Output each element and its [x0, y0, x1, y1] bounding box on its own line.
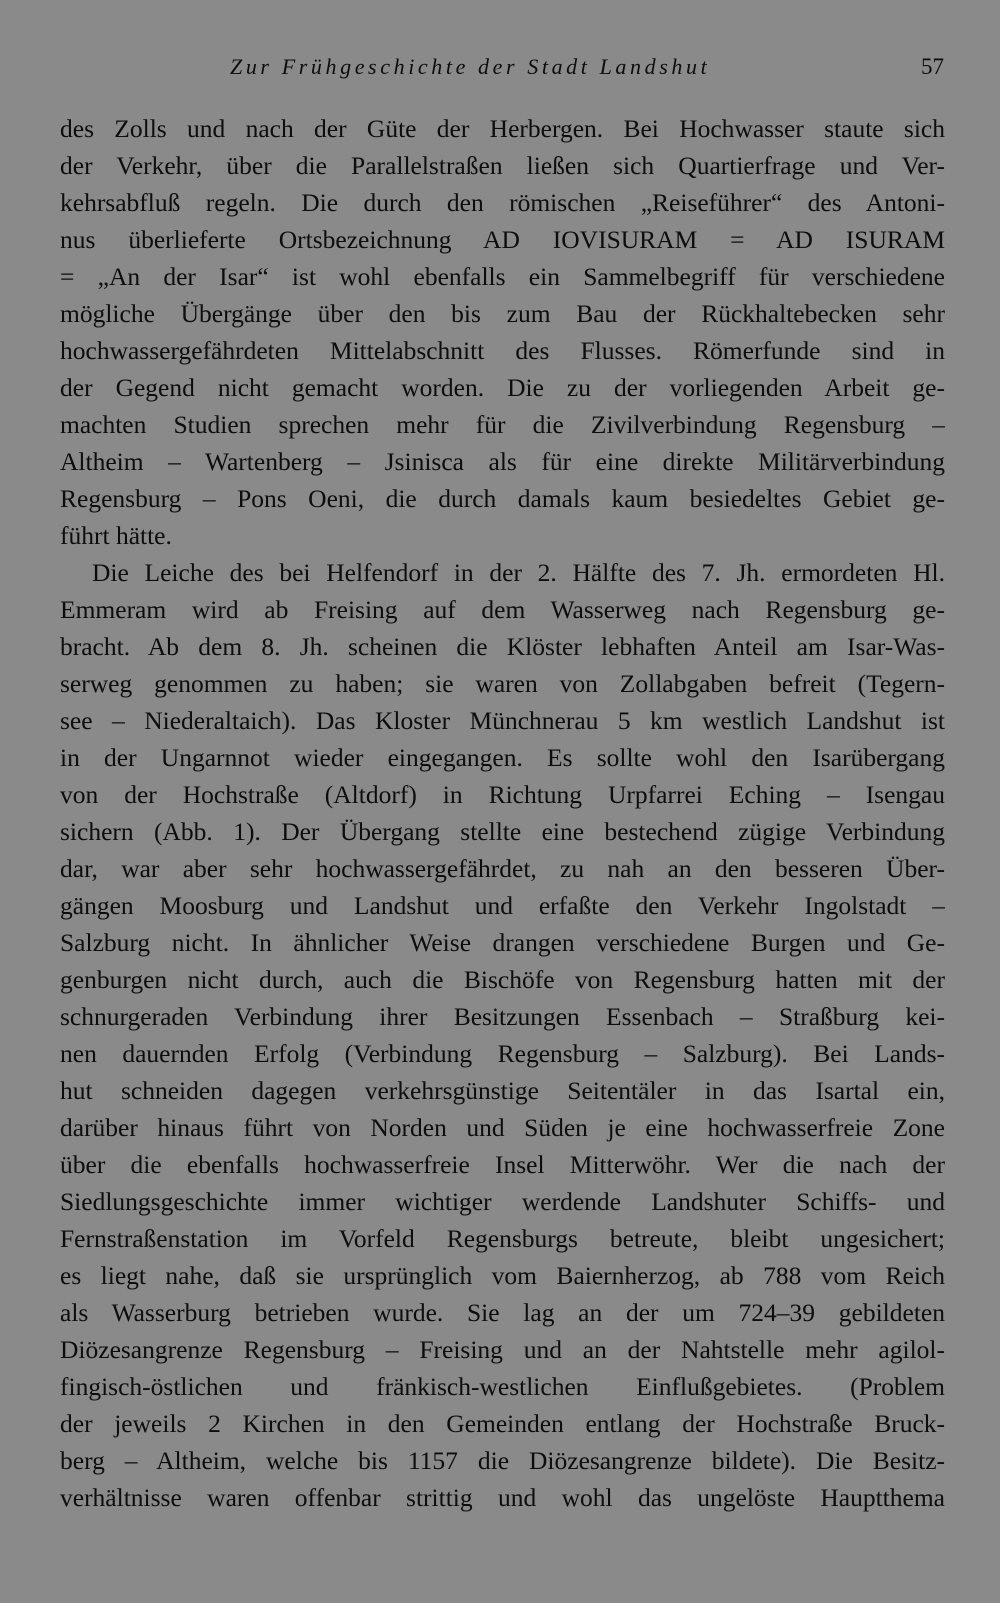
text-line: darüber hinaus führt von Norden und Süden je eine hochwasserfreie Zone: [60, 1113, 945, 1142]
body-text: [60, 110, 945, 1516]
text-line: Regensburg – Pons Oeni, die durch damals kaum besiedeltes Gebiet ge-: [60, 484, 945, 513]
running-title: Zur Frühgeschichte der Stadt Landshut: [230, 54, 711, 79]
running-header: [0, 54, 1000, 86]
text-line: = „An der Isar“ ist wohl ebenfalls ein Sammelbegriff für verschiedene: [60, 262, 945, 291]
text-line: berg – Altheim, welche bis 1157 die Diözesangrenze bildete). Die Besitz-: [60, 1446, 945, 1475]
text-line: nen dauernden Erfolg (Verbindung Regensburg – Salzburg). Bei Lands-: [60, 1039, 945, 1068]
text-line: mögliche Übergänge über den bis zum Bau der Rückhaltebecken sehr: [60, 299, 945, 328]
page-number: 57: [921, 54, 944, 79]
text-line: bracht. Ab dem 8. Jh. scheinen die Klöster lebhaften Anteil am Isar-Was-: [60, 632, 945, 661]
text-line: über die ebenfalls hochwasserfreie Insel Mitterwöhr. Wer die nach der: [60, 1150, 945, 1179]
text-line: fingisch-östlichen und fränkisch-westlichen Einflußgebietes. (Problem: [60, 1372, 945, 1401]
text-line: führt hätte.: [60, 521, 172, 550]
text-line: kehrsabfluß regeln. Die durch den römischen „Reiseführer“ des Antoni-: [60, 188, 945, 217]
text-line: Altheim – Wartenberg – Jsinisca als für eine direkte Militärverbindung: [60, 447, 945, 476]
text-line: gängen Moosburg und Landshut und erfaßte den Verkehr Ingolstadt –: [60, 891, 945, 920]
text-line: nus überlieferte Ortsbezeichnung AD IOVISURAM = AD ISURAM: [60, 225, 945, 254]
text-line: genburgen nicht durch, auch die Bischöfe von Regensburg hatten mit der: [60, 965, 945, 994]
text-line: serweg genommen zu haben; sie waren von Zollabgaben befreit (Tegern-: [60, 669, 945, 698]
text-line: machten Studien sprechen mehr für die Zivilverbindung Regensburg –: [60, 410, 945, 439]
text-line: es liegt nahe, daß sie ursprünglich vom Baiernherzog, ab 788 vom Reich: [60, 1261, 945, 1290]
text-line: der Gegend nicht gemacht worden. Die zu der vorliegenden Arbeit ge-: [60, 373, 945, 402]
text-line: Die Leiche des bei Helfendorf in der 2. Hälfte des 7. Jh. ermordeten Hl.: [92, 558, 945, 587]
text-line: Diözesangrenze Regensburg – Freising und an der Nahtstelle mehr agilol-: [60, 1335, 945, 1364]
text-line: schnurgeraden Verbindung ihrer Besitzungen Essenbach – Straßburg kei-: [60, 1002, 945, 1031]
text-line: in der Ungarnnot wieder eingegangen. Es sollte wohl den Isarübergang: [60, 743, 945, 772]
text-line: hochwassergefährdeten Mittelabschnitt des Flusses. Römerfunde sind in: [60, 336, 945, 365]
text-line: der jeweils 2 Kirchen in den Gemeinden entlang der Hochstraße Bruck-: [60, 1409, 945, 1438]
text-line: der Verkehr, über die Parallelstraßen ließen sich Quartierfrage und Ver-: [60, 151, 945, 180]
text-line: Siedlungsgeschichte immer wichtiger werdende Landshuter Schiffs- und: [60, 1187, 945, 1216]
text-line: hut schneiden dagegen verkehrsgünstige Seitentäler in das Isartal ein,: [60, 1076, 945, 1105]
text-line: sichern (Abb. 1). Der Übergang stellte eine bestechend zügige Verbindung: [60, 817, 945, 846]
text-line: verhältnisse waren offenbar strittig und wohl das ungelöste Hauptthema: [60, 1483, 945, 1512]
text-line: von der Hochstraße (Altdorf) in Richtung Urpfarrei Eching – Isengau: [60, 780, 945, 809]
text-line: als Wasserburg betrieben wurde. Sie lag an der um 724–39 gebildeten: [60, 1298, 945, 1327]
text-line: see – Niederaltaich). Das Kloster Münchnerau 5 km westlich Landshut ist: [60, 706, 945, 735]
text-line: Fernstraßenstation im Vorfeld Regensburgs betreute, bleibt ungesichert;: [60, 1224, 945, 1253]
text-line: des Zolls und nach der Güte der Herbergen. Bei Hochwasser staute sich: [60, 114, 945, 143]
text-line: Emmeram wird ab Freising auf dem Wasserweg nach Regensburg ge-: [60, 595, 945, 624]
text-line: Salzburg nicht. In ähnlicher Weise drangen verschiedene Burgen und Ge-: [60, 928, 945, 957]
text-line: dar, war aber sehr hochwassergefährdet, zu nah an den besseren Über-: [60, 854, 945, 883]
